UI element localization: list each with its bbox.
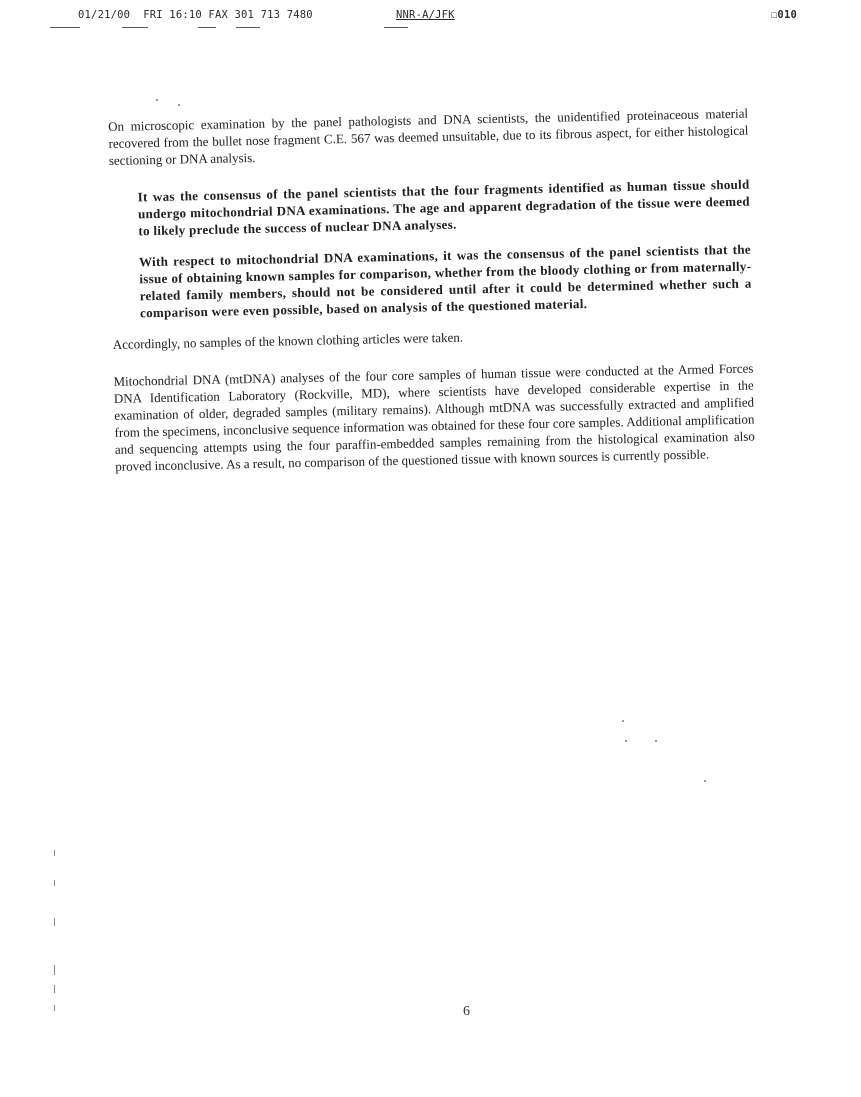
paragraph-no-samples-taken: Accordingly, no samples of the known clothing articles were taken. (112, 329, 464, 352)
document-body (108, 105, 755, 475)
scan-speck (178, 104, 180, 106)
paragraph-mtdna-analyses: Mitochondrial DNA (mtDNA) analyses of the four core samples of human tissue were conducted at the Armed Forces DNA Identification Laboratory (Rockville, MD), where scientists have developed considerable expertise in the examination of older, degraded samples (military remains). Although mtDNA was successfully extracted and amplified from the specimens, inconclusive sequence information was obtained for these four core samples. Additional amplification and sequencing attempts using the four paraffin-embedded samples remaining from the histological examination also proved inconclusive. As a result, no comparison of the questioned tissue with known sources is currently possible. (113, 360, 755, 474)
scan-speck (655, 740, 657, 742)
fax-header-recipient: NNR-A/JFK (396, 9, 455, 21)
scan-speck (625, 740, 627, 742)
margin-mark (54, 1005, 55, 1011)
header-rule (198, 27, 216, 28)
margin-mark (54, 880, 55, 886)
margin-mark (54, 918, 55, 926)
header-rule (122, 27, 148, 28)
scan-speck (704, 780, 706, 782)
scan-speck (156, 99, 158, 101)
header-rule (236, 27, 260, 28)
margin-mark (54, 985, 55, 993)
margin-mark (54, 850, 55, 856)
scan-speck (622, 720, 624, 722)
fax-header-page-counter: ☐010 (770, 9, 797, 21)
header-rule (384, 27, 408, 28)
header-rule (50, 27, 80, 28)
fax-header-date-time-number: 01/21/00 FRI 16:10 FAX 301 713 7480 (78, 9, 313, 21)
fax-header (78, 9, 797, 27)
margin-mark (54, 965, 55, 975)
paragraph-microscopic-examination: On microscopic examination by the panel pathologists and DNA scientists, the unidentified proteinaceous material recovered from the bullet nose fragment C.E. 567 was deemed unsuitable, due to its fibrous aspect, for either histological sectioning or DNA analysis. (108, 105, 749, 168)
page-number: 6 (463, 1004, 470, 1019)
paragraph-consensus-mitochondrial: It was the consensus of the panel scientists that the four fragments identified as human tissue should undergo mitochondrial DNA examinations. The age and apparent degradation of the tissue were deemed to likely preclude the success of nuclear DNA analyses. (137, 176, 751, 239)
paragraph-known-samples: With respect to mitochondrial DNA examinations, it was the consensus of the panel scientists that the issue of obtaining known samples for comparison, whether from the bloody clothing or from maternally-related family members, should not be considered until after it could be determined whether such a comparison were even possible, based on analysis of the questioned material. (138, 241, 752, 321)
